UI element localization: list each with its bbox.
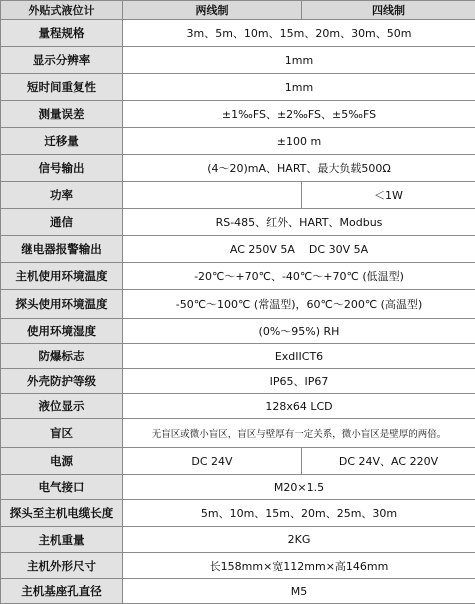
row-label: 短时间重复性	[1, 74, 123, 101]
table-row	[1, 20, 475, 47]
row-value	[123, 236, 475, 263]
row-value: ExdIICT6	[123, 344, 475, 369]
table-row	[1, 319, 475, 344]
row-label: 量程规格	[1, 20, 123, 47]
table-row	[1, 553, 475, 579]
table-row	[1, 182, 475, 209]
header-four-wire: 四线制	[302, 1, 475, 20]
table-row	[1, 236, 475, 263]
relay-two-wire: AC 250V 5A	[230, 243, 295, 256]
row-value: ±1‰FS、±2‰FS、±5‰FS	[123, 101, 475, 128]
table-row	[1, 128, 475, 155]
table-row	[1, 394, 475, 419]
row-value: 128x64 LCD	[123, 394, 475, 419]
row-label: 功率	[1, 182, 123, 209]
row-value: 1mm	[123, 74, 475, 101]
table-row	[1, 290, 475, 319]
table-row	[1, 209, 475, 236]
row-label: 测量误差	[1, 101, 123, 128]
row-label: 液位显示	[1, 394, 123, 419]
row-label: 主机使用环境温度	[1, 263, 123, 290]
row-label: 主机重量	[1, 527, 123, 553]
row-label: 主机外形尺寸	[1, 553, 123, 579]
row-value: (4～20)mA、HART、最大负载500Ω	[123, 155, 475, 182]
row-value: M5	[123, 579, 475, 604]
row-value: ±100 m	[123, 128, 475, 155]
table-row	[1, 263, 475, 290]
row-value-two-wire	[123, 182, 302, 209]
table-row	[1, 475, 475, 500]
table-row	[1, 47, 475, 74]
header-row	[1, 1, 475, 20]
row-label: 信号输出	[1, 155, 123, 182]
row-label: 迁移量	[1, 128, 123, 155]
table-row	[1, 101, 475, 128]
row-value-four-wire: DC 24V、AC 220V	[302, 448, 475, 475]
table-row	[1, 74, 475, 101]
table-row	[1, 344, 475, 369]
row-value: RS-485、红外、HART、Modbus	[123, 209, 475, 236]
row-value: 长158mm×宽112mm×高146mm	[123, 553, 475, 579]
table-row	[1, 155, 475, 182]
row-label: 电源	[1, 448, 123, 475]
table-row	[1, 369, 475, 394]
row-value: -50℃～100℃ (常温型)，60℃～200℃ (高温型)	[123, 290, 475, 319]
relay-four-wire: DC 30V 5A	[309, 243, 368, 256]
row-value: IP65、IP67	[123, 369, 475, 394]
row-value-two-wire: DC 24V	[123, 448, 302, 475]
row-value: 5m、10m、15m、20m、25m、30m	[123, 500, 475, 527]
row-value: -20℃～+70℃、-40℃～+70℃ (低温型)	[123, 263, 475, 290]
header-product: 外贴式液位计	[1, 1, 123, 20]
row-value: M20×1.5	[123, 475, 475, 500]
row-label: 外壳防护等级	[1, 369, 123, 394]
row-value: (0%～95%) RH	[123, 319, 475, 344]
table-row	[1, 419, 475, 448]
header-two-wire: 两线制	[123, 1, 302, 20]
row-label: 主机基座孔直径	[1, 579, 123, 604]
row-value: 2KG	[123, 527, 475, 553]
row-label: 显示分辨率	[1, 47, 123, 74]
row-value: 1mm	[123, 47, 475, 74]
row-value: 无盲区或微小盲区，盲区与壁厚有一定关系，微小盲区是壁厚的两倍。	[123, 419, 475, 448]
row-label: 通信	[1, 209, 123, 236]
row-label: 继电器报警输出	[1, 236, 123, 263]
row-label: 盲区	[1, 419, 123, 448]
row-value: 3m、5m、10m、15m、20m、30m、50m	[123, 20, 475, 47]
row-label: 电气接口	[1, 475, 123, 500]
table-row	[1, 500, 475, 527]
row-label: 探头至主机电缆长度	[1, 500, 123, 527]
row-label: 探头使用环境温度	[1, 290, 123, 319]
row-label: 使用环境湿度	[1, 319, 123, 344]
table-row	[1, 527, 475, 553]
row-label: 防爆标志	[1, 344, 123, 369]
row-value-four-wire: ＜1W	[302, 182, 475, 209]
table-row	[1, 448, 475, 475]
